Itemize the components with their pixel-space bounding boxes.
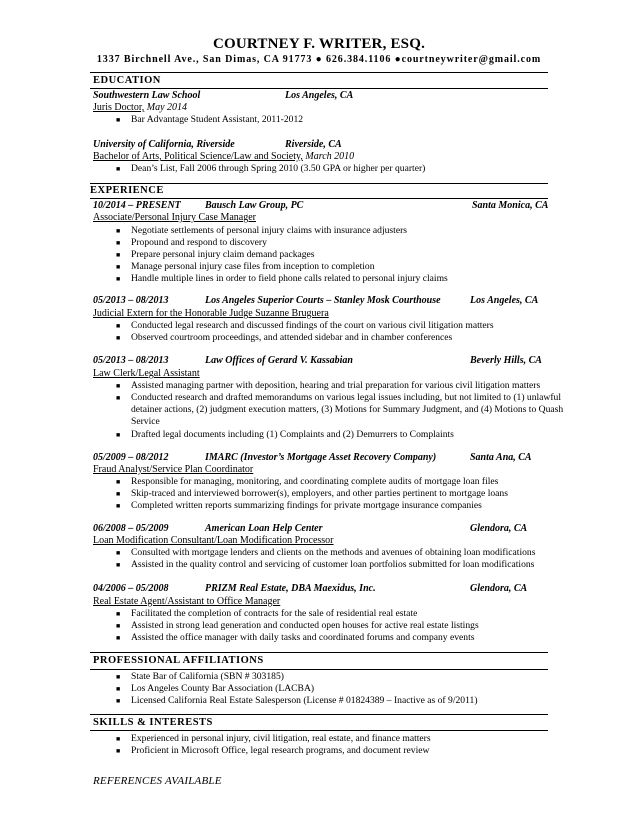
job-location: Los Angeles, CA — [470, 295, 539, 306]
job-title: Associate/Personal Injury Case Manager — [93, 212, 257, 223]
education-heading: EDUCATION — [93, 75, 161, 86]
section-divider — [90, 72, 548, 73]
bullet-icon: ■ — [116, 251, 121, 259]
education-bullet: Bar Advantage Student Assistant, 2011-2012 — [131, 114, 304, 125]
section-divider — [90, 183, 548, 184]
job-employer: PRIZM Real Estate, DBA Maexidus, Inc. — [205, 583, 376, 594]
section-divider — [90, 652, 548, 653]
school-name: University of California, Riverside — [93, 139, 235, 150]
affiliation-item: Los Angeles County Bar Association (LACBA) — [131, 683, 315, 694]
bullet-icon: ■ — [116, 502, 121, 510]
skill-item: Experienced in personal injury, civil litigation, real estate, and finance matters — [131, 733, 431, 744]
job-location: Beverly Hills, CA — [470, 355, 542, 366]
job-title: Law Clerk/Legal Assistant — [93, 368, 200, 379]
bullet-icon: ■ — [116, 382, 121, 390]
degree-date: March 2010 — [302, 151, 355, 162]
contact-line: 1337 Birchnell Ave., San Dimas, CA 91773 ● 626.384.1106 ●courtneywriter@gmail.com — [96, 54, 542, 65]
bullet-icon: ■ — [116, 747, 121, 755]
school-name: Southwestern Law School — [93, 90, 201, 101]
job-bullet: Handle multiple lines in order to field phone calls related to personal injury claims — [131, 273, 448, 284]
degree-name: Juris Doctor, — [93, 102, 145, 113]
job-dates: 06/2008 – 05/2009 — [93, 523, 169, 534]
job-bullet: Facilitated the completion of contracts for the sale of residential real estate — [131, 608, 418, 619]
bullet-icon: ■ — [116, 673, 121, 681]
job-bullet: Prepare personal injury claim demand packages — [131, 249, 315, 260]
job-bullet: Propound and respond to discovery — [131, 237, 267, 248]
job-title: Fraud Analyst/Service Plan Coordinator — [93, 464, 254, 475]
bullet-icon: ■ — [116, 394, 121, 402]
education-bullet: Dean’s List, Fall 2006 through Spring 2010 (3.50 GPA or higher per quarter) — [131, 163, 426, 174]
job-title: Loan Modification Consultant/Loan Modification Processor — [93, 535, 334, 546]
job-dates: 04/2006 – 05/2008 — [93, 583, 169, 594]
job-title: Real Estate Agent/Assistant to Office Manager — [93, 596, 281, 607]
job-dates: 10/2014 – PRESENT — [93, 200, 181, 211]
bullet-icon: ■ — [116, 490, 121, 498]
bullet-icon: ■ — [116, 263, 121, 271]
skill-item: Proficient in Microsoft Office, legal research programs, and document review — [131, 745, 430, 756]
references-note: REFERENCES AVAILABLE — [93, 775, 222, 787]
job-bullet: Manage personal injury case files from inception to completion — [131, 261, 375, 272]
bullet-icon: ■ — [116, 685, 121, 693]
bullet-icon: ■ — [116, 478, 121, 486]
bullet-icon: ■ — [116, 622, 121, 630]
job-location: Santa Ana, CA — [470, 452, 532, 463]
job-bullet: Assisted managing partner with deposition, hearing and trial preparation for various civil litigation matters — [131, 380, 541, 391]
bullet-icon: ■ — [116, 165, 121, 173]
bullet-icon: ■ — [116, 549, 121, 557]
job-dates: 05/2009 – 08/2012 — [93, 452, 169, 463]
degree-line — [93, 151, 354, 163]
school-location: Riverside, CA — [285, 139, 342, 150]
job-bullet: Conducted legal research and discussed findings of the court on various civil litigation matters — [131, 320, 494, 331]
bullet-icon: ■ — [116, 275, 121, 283]
job-bullet: Assisted in the quality control and servicing of customer loan portfolios submitted for loan modifications — [131, 559, 535, 570]
job-employer: IMARC (Investor’s Mortgage Asset Recovery Company) — [205, 452, 437, 463]
job-dates: 05/2013 – 08/2013 — [93, 355, 169, 366]
bullet-icon: ■ — [116, 227, 121, 235]
bullet-icon: ■ — [116, 735, 121, 743]
degree-line — [93, 102, 187, 114]
affiliation-item: State Bar of California (SBN # 303185) — [131, 671, 284, 682]
job-location: Glendora, CA — [470, 523, 528, 534]
job-employer: Bausch Law Group, PC — [205, 200, 304, 211]
job-location: Glendora, CA — [470, 583, 528, 594]
section-divider — [90, 88, 548, 89]
job-employer: Los Angeles Superior Courts – Stanley Mosk Courthouse — [205, 295, 441, 306]
experience-heading: EXPERIENCE — [90, 185, 164, 196]
job-dates: 05/2013 – 08/2013 — [93, 295, 169, 306]
affiliations-heading: PROFESSIONAL AFFILIATIONS — [93, 655, 264, 666]
section-divider — [90, 730, 548, 731]
bullet-icon: ■ — [116, 561, 121, 569]
job-bullet: Assisted the office manager with daily tasks and coordinated forums and company events — [131, 632, 475, 643]
job-bullet: Negotiate settlements of personal injury claims with insurance adjusters — [131, 225, 408, 236]
bullet-icon: ■ — [116, 322, 121, 330]
bullet-icon: ■ — [116, 239, 121, 247]
job-bullet: Assisted in strong lead generation and conducted open houses for active real estate listings — [131, 620, 479, 631]
section-divider — [90, 669, 548, 670]
skills-heading: SKILLS & INTERESTS — [93, 717, 213, 728]
job-bullet: Completed written reports summarizing findings for private mortgage insurance companies — [131, 500, 482, 511]
bullet-icon: ■ — [116, 697, 121, 705]
job-bullet: Observed courtroom proceedings, and attended sidebar and in chamber conferences — [131, 332, 453, 343]
affiliation-item: Licensed California Real Estate Salesperson (License # 01824389 – Inactive as of 9/2011) — [131, 695, 478, 706]
candidate-name: COURTNEY F. WRITER, ESQ. — [212, 36, 426, 52]
job-bullet: Conducted research and drafted memorandums on various legal issues including, but not limited to (1) unlawful detainer actions, (2) judgment execution matters, (3) Motions for Summary Judgment, and (4) Motions to Quash Service — [131, 392, 564, 428]
job-location: Santa Monica, CA — [472, 200, 549, 211]
job-bullet: Drafted legal documents including (1) Complaints and (2) Demurrers to Complaints — [131, 429, 454, 440]
job-bullet: Consulted with mortgage lenders and clients on the methods and avenues of obtaining loan modifications — [131, 547, 536, 558]
bullet-icon: ■ — [116, 610, 121, 618]
bullet-icon: ■ — [116, 334, 121, 342]
degree-name: Bachelor of Arts, Political Science/Law and Society, — [93, 151, 303, 162]
bullet-icon: ■ — [116, 116, 121, 124]
job-employer: Law Offices of Gerard V. Kassabian — [205, 355, 353, 366]
section-divider — [90, 198, 548, 199]
job-bullet: Skip-traced and interviewed borrower(s), employers, and other parties pertinent to mortgage loans — [131, 488, 508, 499]
school-location: Los Angeles, CA — [285, 90, 354, 101]
bullet-icon: ■ — [116, 431, 121, 439]
job-title: Judicial Extern for the Honorable Judge Suzanne Bruguera — [93, 308, 329, 319]
section-divider — [90, 714, 548, 715]
degree-date: May 2014 — [144, 102, 188, 113]
bullet-icon: ■ — [116, 634, 121, 642]
job-employer: American Loan Help Center — [205, 523, 323, 534]
job-bullet: Responsible for managing, monitoring, and coordinating complete audits of mortgage loan files — [131, 476, 499, 487]
